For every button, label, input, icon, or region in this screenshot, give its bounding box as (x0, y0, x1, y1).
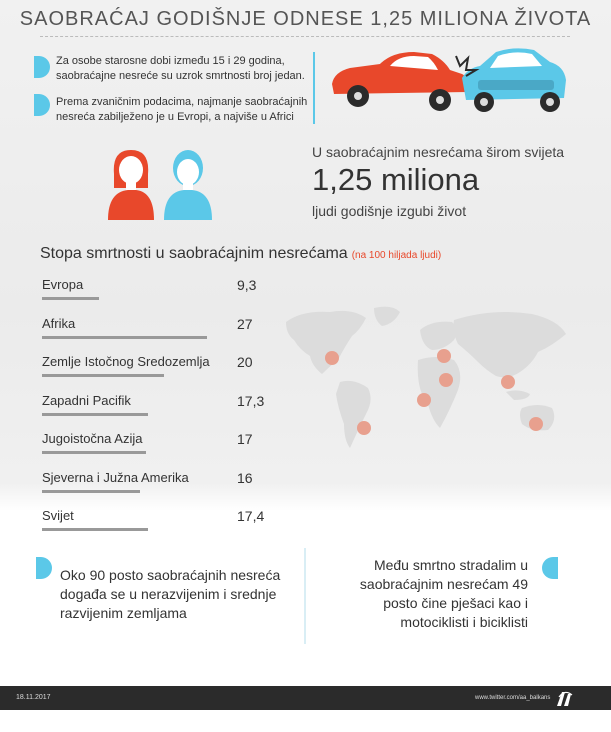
fact-1-line-2: saobraćajne nesreće su uzrok smrtnosti broj jedan. (56, 70, 305, 82)
rate-bar (42, 490, 140, 493)
south-america-shape (336, 381, 371, 448)
rate-value: 17 (237, 431, 253, 447)
continents (286, 307, 566, 448)
rate-bar (42, 374, 164, 377)
rate-value: 9,3 (237, 277, 257, 293)
rate-label: Evropa (42, 277, 84, 292)
intro-divider (313, 52, 315, 124)
bottom-right-line-4: motociklisti i biciklisti (400, 614, 528, 630)
fact-1 (56, 54, 305, 84)
rate-label: Zemlje Istočnog Sredozemlja (42, 354, 210, 369)
stat-line-2: ljudi godišnje izgubi život (312, 203, 467, 219)
rate-bar (42, 336, 207, 339)
rate-value: 17,3 (237, 392, 265, 409)
rates-title-text: Stopa smrtnosti u saobraćajnim nesrećama (40, 245, 348, 262)
asia-shape (454, 312, 567, 377)
world-map (282, 300, 572, 460)
rate-value: 17,4 (237, 508, 265, 524)
fact-1-line-1: Za osobe starosne dobi između 15 i 29 godina, (56, 55, 285, 67)
page-title: SAOBRAĆAJ GODIŠNJE ODNESE 1,25 MILIONA ŽIVOTA (19, 8, 592, 30)
africa-shape (418, 357, 461, 428)
bottom-left-line-3: razvijenim zemljama (60, 605, 187, 621)
marker-north-america (325, 351, 339, 365)
rate-bar (42, 413, 148, 416)
marker-europe (437, 349, 451, 363)
greenland-shape (374, 307, 400, 326)
marker-pacific (529, 417, 543, 431)
rates-title (40, 245, 441, 263)
woman-icon (108, 150, 154, 220)
marker-south-america (357, 421, 371, 435)
fact-2 (56, 95, 307, 125)
marker-east-med (439, 373, 453, 387)
bottom-right-line-3: posto čine pješaci kao i (383, 595, 528, 611)
bottom-left-line-2: događa se u nerazvijenim i srednje (60, 586, 277, 602)
bottom-right-text (360, 556, 528, 632)
stat-big-number: 1,25 miliona (312, 162, 480, 197)
rate-value: 20 (237, 354, 253, 370)
rate-label: Jugoistočna Azija (42, 431, 143, 446)
footer-date: 18.11.2017 (16, 694, 51, 701)
fact-2-line-2: nesreća zabilježeno je u Evropi, a najviše u Africi (56, 111, 294, 123)
europe-shape (420, 322, 457, 350)
rate-label: Sjeverna i Južna Amerika (42, 469, 189, 485)
rate-bar (42, 297, 99, 300)
rate-label: Afrika (42, 315, 76, 331)
rate-label: Svijet (42, 508, 74, 523)
indonesia-shape (506, 390, 530, 400)
title-divider (40, 36, 570, 37)
bottom-left-line-1: Oko 90 posto saobraćajnih nesreća (60, 567, 281, 583)
bottom-right-bullet (542, 557, 558, 579)
north-america-shape (286, 311, 366, 374)
rate-bar (42, 528, 148, 531)
footer-url[interactable]: www.twitter.com/aa_balkans (475, 695, 551, 701)
bottom-right-line-2: saobraćajnim nesrećam 49 (359, 576, 528, 592)
rate-bar (42, 451, 146, 454)
bottom-left-text (60, 566, 280, 623)
rate-value: 16 (237, 469, 253, 486)
marker-asia (501, 375, 515, 389)
bottom-divider (304, 548, 306, 644)
aa-logo-icon (556, 689, 574, 707)
blue-car (462, 48, 566, 112)
stat-line-1: U saobraćajnim nesrećama širom svijeta (312, 144, 565, 160)
people-illustration (104, 146, 216, 220)
man-icon (164, 150, 212, 220)
bottom-right-line-1: Među smrtno stradalim u (373, 557, 528, 573)
marker-africa (417, 393, 431, 407)
footer (0, 686, 611, 710)
fact-2-line-1: Prema zvaničnim podacima, najmanje saobraćajnih (56, 96, 308, 108)
red-car (332, 52, 468, 111)
rate-label: Zapadni Pacifik (42, 392, 131, 408)
car-crash-illustration (328, 44, 574, 114)
rates-note: (na 100 hiljada ljudi) (351, 250, 442, 261)
rate-value: 27 (237, 315, 253, 332)
